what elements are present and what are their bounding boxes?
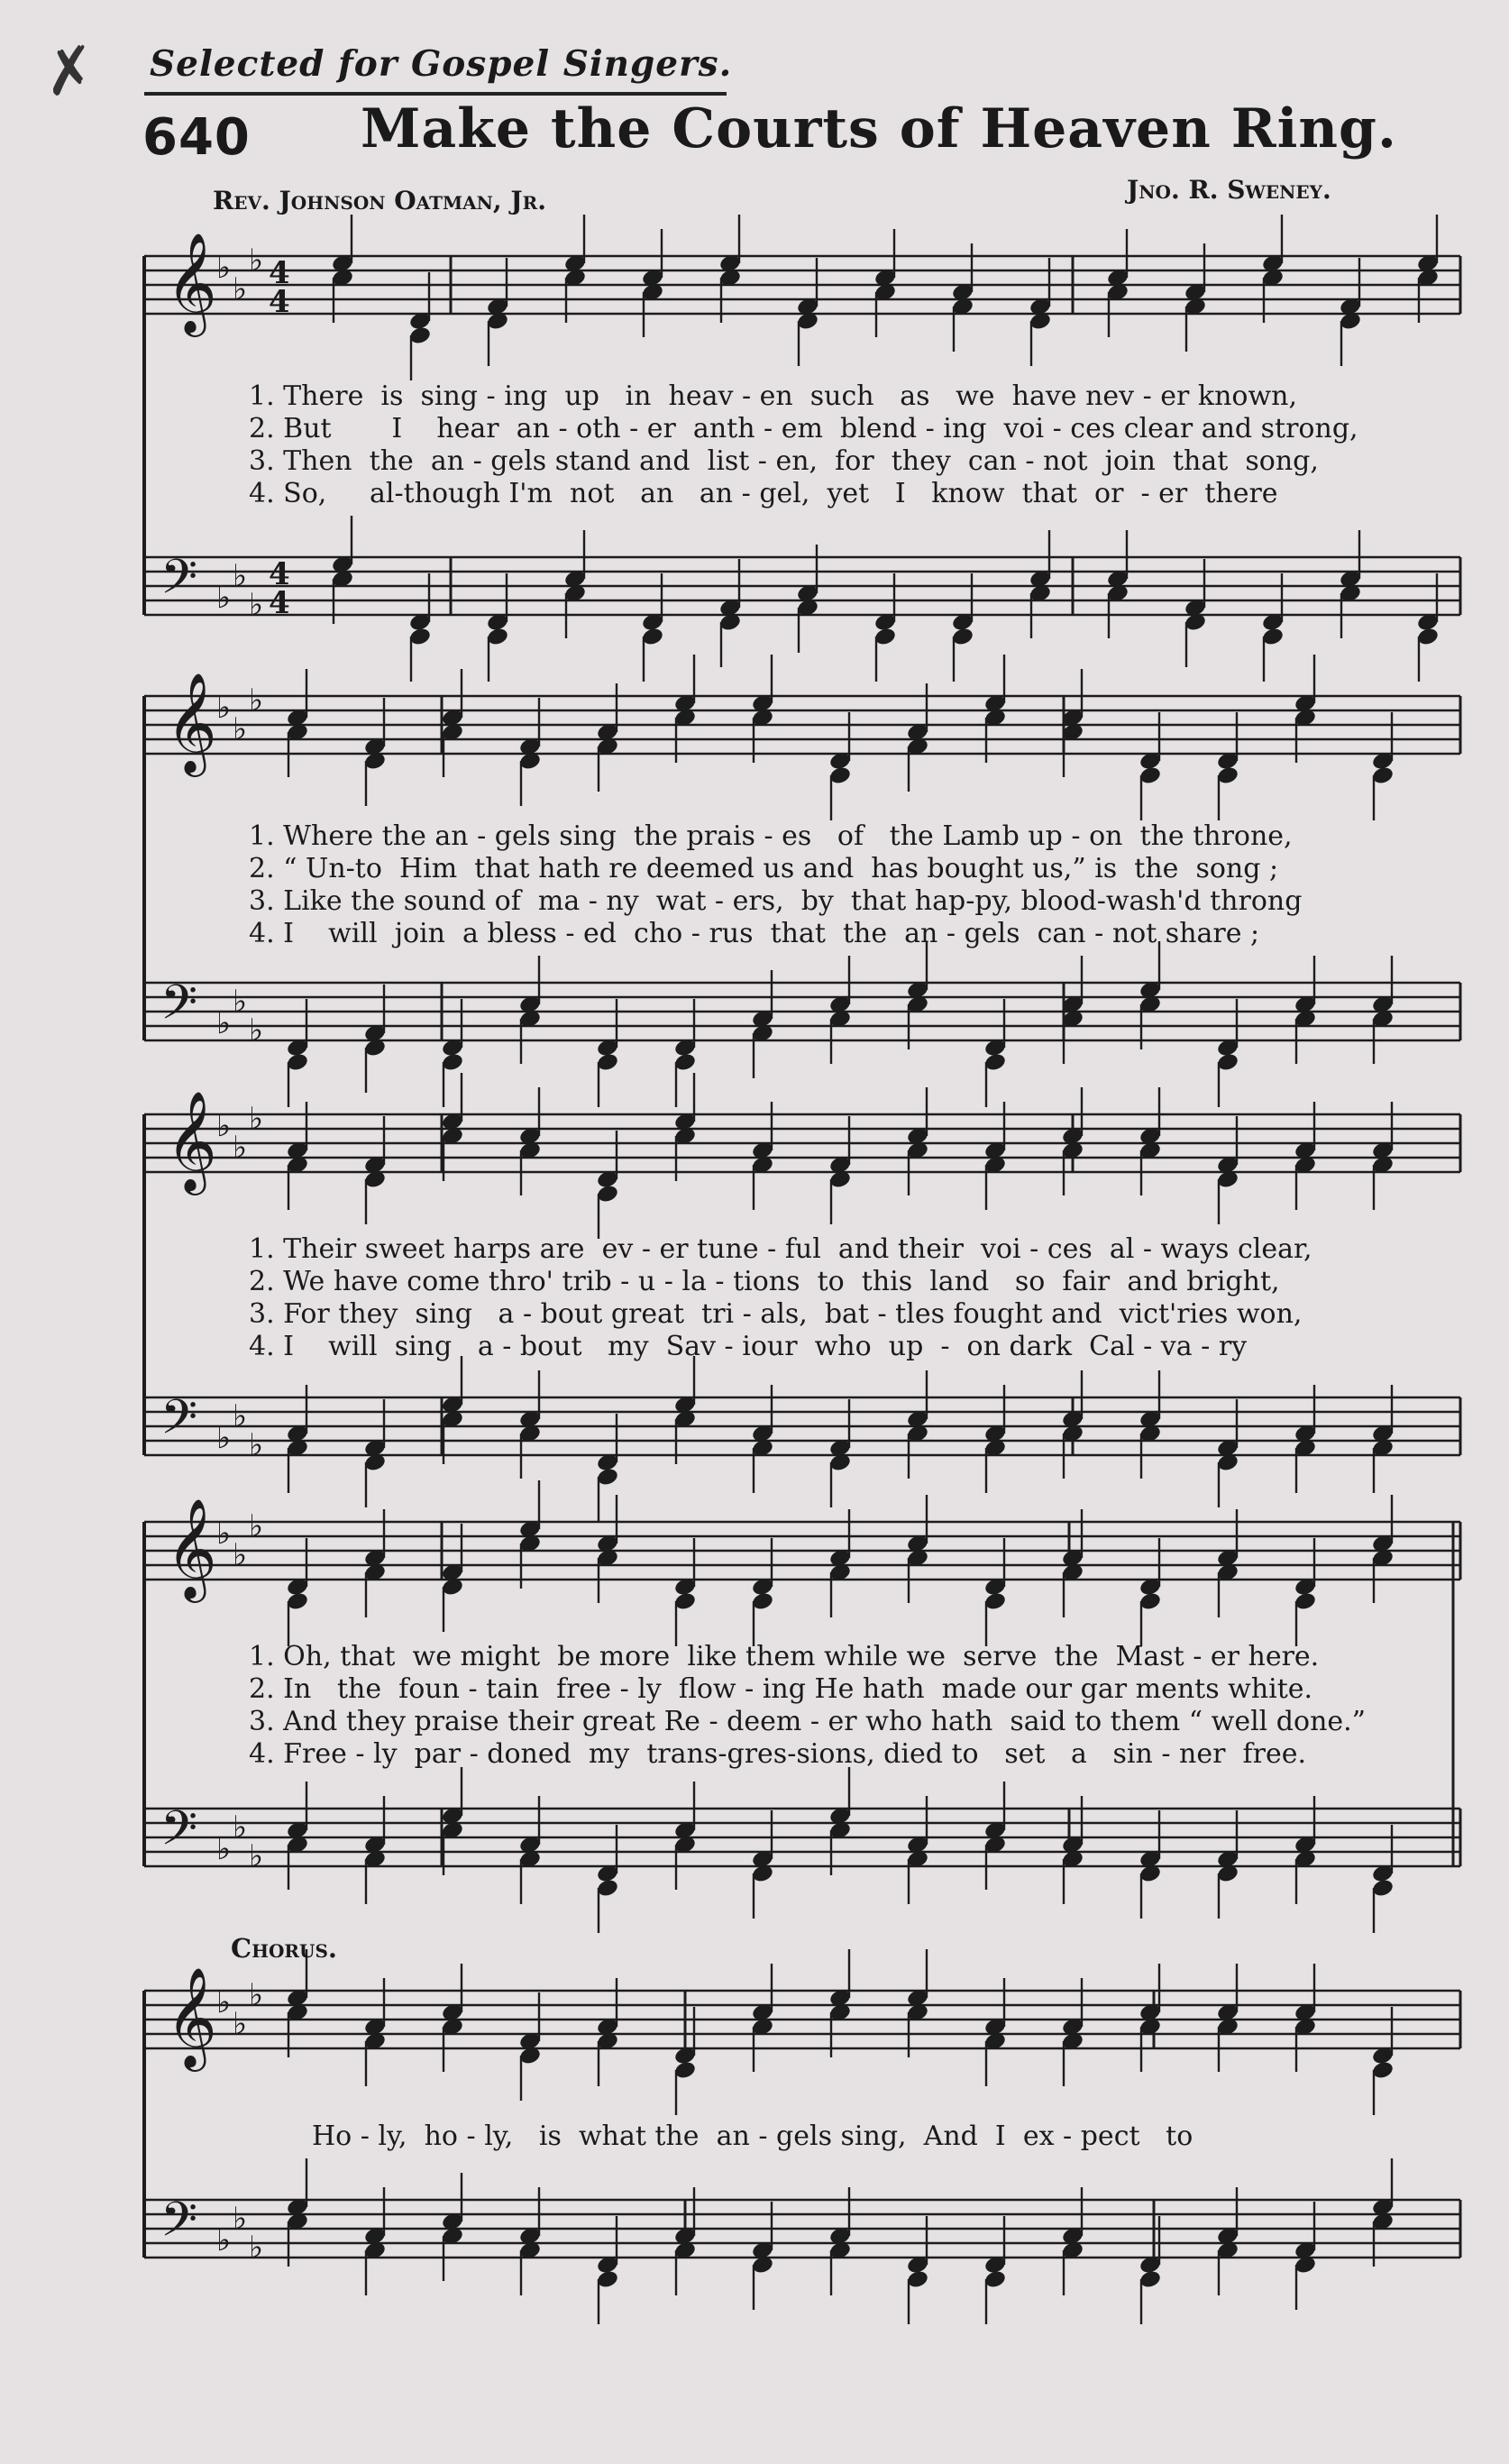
bass-staff-3 (144, 1390, 1460, 1463)
flat-icon: ♭ (249, 1101, 264, 1137)
hymn-number: 640 (142, 108, 251, 167)
hymn-title: Make the Courts of Heaven Ring. (361, 97, 1397, 160)
flat-icon: ♭ (233, 2201, 248, 2237)
flat-icon: ♭ (233, 1130, 248, 1166)
flat-icon: ♭ (216, 1420, 232, 1456)
treble-notes (286, 1949, 1395, 2115)
verse-line-s3-v3: 3. For they sing a - bout great tri - als, bat - tles fought and vict'ries won, (249, 1298, 1303, 1330)
flat-icon: ♭ (216, 1516, 232, 1552)
author-credit: Rev. Johnson Oatman, Jr. (213, 186, 547, 215)
bass-notes (286, 941, 1395, 1107)
verse-line-s2-v3: 3. Like the sound of ma - ny wat - ers, by that hap-py, blood-wash'd throng (249, 885, 1303, 917)
bass-notes (286, 2158, 1395, 2324)
treble-clef-icon: 𝄞 (166, 1966, 217, 2067)
verse-line-s1-v3: 3. Then the an - gels stand and list - en, for they can - not join that song, (249, 445, 1319, 477)
chorus-lyric-line: Ho - ly, ho - ly, is what the an - gels sing, And I ex - pect to (312, 2121, 1193, 2152)
flat-icon: ♭ (233, 1537, 248, 1573)
time-signature-digit: 4 (269, 255, 290, 291)
bass-clef-icon: 𝄢 (160, 550, 198, 617)
flat-icon: ♭ (233, 271, 248, 307)
flat-icon: ♭ (216, 2222, 232, 2258)
bass-notes (331, 516, 1440, 682)
treble-staff-4 (144, 1498, 1460, 1603)
treble-notes (286, 1073, 1395, 1239)
bass-staff-4 (144, 1801, 1460, 1874)
verse-line-s3-v2: 2. We have come thro' trib - u - la - tions to this land so fair and bright, (249, 1266, 1280, 1297)
verse-line-s1-v4: 4. So, al-though I'm not an an - gel, yet I know that or - er there (249, 478, 1278, 509)
bass-notes (286, 1767, 1395, 1933)
flat-icon: ♭ (216, 1831, 232, 1867)
flat-icon: ♭ (216, 690, 232, 726)
time-signature-digit: 4 (269, 556, 290, 592)
verse-line-s3-v1: 1. Their sweet harps are ev - er tune - ful and their voi - ces al - ways clear, (249, 1233, 1312, 1265)
verse-line-s4-v2: 2. In the foun - tain free - ly flow - ing He hath made our gar ments white. (249, 1673, 1313, 1705)
verse-line-s2-v2: 2. “ Un-to Him that hath re deemed us and has bought us,” is the song ; (249, 853, 1279, 884)
flat-icon: ♭ (249, 1508, 264, 1544)
verse-line-s4-v1: 1. Oh, that we might be more like them while we serve the Mast - er here. (249, 1641, 1320, 1672)
flat-icon: ♭ (249, 1838, 264, 1874)
handwritten-check-mark: ✗ (38, 31, 102, 112)
verse-line-s3-v4: 4. I will sing a - bout my Sav - iour who up - on dark Cal - va - ry (249, 1331, 1248, 1362)
flat-icon: ♭ (216, 1005, 232, 1041)
bass-notes (286, 1356, 1395, 1522)
verse-line-s1-v2: 2. But I hear an - oth - er anth - em blend - ing voi - ces clear and strong, (249, 413, 1358, 444)
bass-staff-2 (144, 976, 1460, 1049)
flat-icon: ♭ (249, 1977, 264, 2013)
flat-icon: ♭ (233, 711, 248, 747)
chorus-label: Chorus. (231, 1933, 338, 1964)
flat-icon: ♭ (216, 1984, 232, 2020)
bass-staff-5 (144, 2193, 1460, 2266)
treble-clef-icon: 𝄞 (166, 1090, 217, 1191)
series-heading: Selected for Gospel Singers. (150, 43, 733, 85)
treble-notes (286, 655, 1395, 820)
flat-icon: ♭ (233, 558, 248, 594)
flat-icon: ♭ (249, 243, 264, 279)
verse-line-s4-v4: 4. Free - ly par - doned my trans-gres-sions, died to set a sin - ner free. (249, 1738, 1307, 1770)
time-signature-digit: 4 (269, 284, 290, 320)
treble-staff-5 (144, 1966, 1460, 2072)
treble-clef-icon: 𝄞 (166, 232, 217, 333)
bass-clef-icon: 𝄢 (160, 2193, 198, 2259)
flat-icon: ♭ (233, 1398, 248, 1434)
verse-line-s2-v1: 1. Where the an - gels sing the prais - es of the Lamb up - on the throne, (249, 820, 1293, 852)
flat-icon: ♭ (249, 1427, 264, 1463)
flat-icon: ♭ (249, 1012, 264, 1049)
verse-line-s1-v1: 1. There is sing - ing up in heav - en such as we have nev - er known, (249, 380, 1298, 412)
flat-icon: ♭ (249, 682, 264, 719)
flat-icon: ♭ (233, 1809, 248, 1846)
time-signature-digit: 4 (269, 585, 290, 621)
bass-clef-icon: 𝄢 (160, 976, 198, 1042)
bass-clef-icon: 𝄢 (160, 1801, 198, 1868)
treble-staff-3 (144, 1090, 1460, 1195)
treble-notes (331, 215, 1440, 380)
treble-clef-icon: 𝄞 (166, 1498, 217, 1598)
flat-icon: ♭ (216, 1108, 232, 1144)
flat-icon: ♭ (216, 250, 232, 286)
composer-credit: Jno. R. Sweney. (1127, 175, 1331, 205)
flat-icon: ♭ (249, 2230, 264, 2266)
flat-icon: ♭ (233, 984, 248, 1020)
treble-clef-icon: 𝄞 (166, 672, 217, 773)
flat-icon: ♭ (249, 587, 264, 623)
bass-clef-icon: 𝄢 (160, 1390, 198, 1457)
treble-notes (286, 1480, 1395, 1646)
flat-icon: ♭ (233, 2006, 248, 2042)
verse-line-s2-v4: 4. I will join a bless - ed cho - rus that the an - gels can - not share ; (249, 918, 1260, 949)
verse-line-s4-v3: 3. And they praise their great Re - deem - er who hath said to them “ well done.” (249, 1706, 1367, 1737)
flat-icon: ♭ (216, 580, 232, 616)
treble-staff-2 (144, 672, 1460, 777)
